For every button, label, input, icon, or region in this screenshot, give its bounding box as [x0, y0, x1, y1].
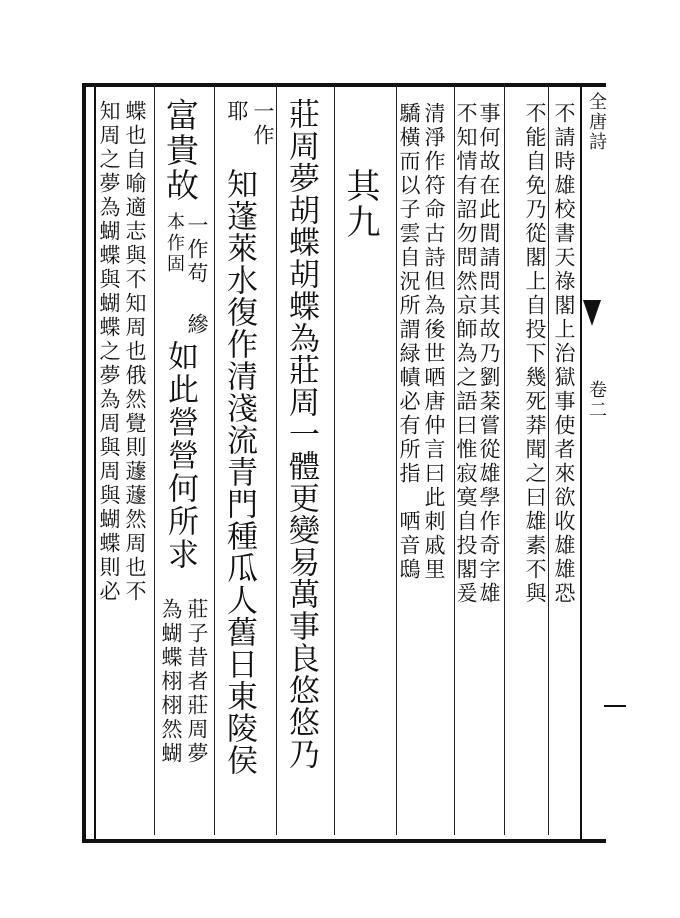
commentary-column-10: 知周之夢為蝴蝶與蝴蝶之夢為周與周與蝴蝶則必 — [97, 100, 121, 604]
margin-header: 全唐詩 — [586, 92, 607, 152]
commentary-column-6: 驕橫而以子雲自況所謂緑幘必有所指 哂音鴟 — [397, 102, 421, 582]
verse-column-3b: 如此營營何所求 — [162, 340, 198, 571]
commentary-column-4: 不知情有詔勿問然京師為之語曰惟寂寞自投閣爰 — [454, 102, 478, 606]
variant-note-2: 耶 — [225, 100, 249, 124]
column-rule — [334, 85, 335, 835]
commentary-column-3: 事何故在此間請問其故乃劉棻嘗從雄學作奇字雄 — [477, 102, 501, 606]
commentary-column-7: 莊子昔者莊周夢 — [185, 598, 209, 766]
commentary-column-9: 蝶也自喻適志與不知周也俄然覺則蘧蘧然周也不 — [123, 100, 147, 604]
poem-title: 其九 — [340, 168, 380, 240]
commentary-column-8: 為蝴蝶栩栩然蝴 — [159, 598, 183, 766]
variant-note-1: 一作 — [251, 100, 275, 148]
verse-column-3a: 富貴故 — [161, 98, 200, 203]
commentary-column-5: 清淨作符命古詩但為後世哂唐仲言曰此刺戚里 — [422, 102, 446, 582]
commentary-column-1: 不請時雄校書天祿閣上治獄事使者來欲收雄雄恐 — [552, 102, 576, 606]
variant-note-3: 一作苟 縿 — [185, 214, 209, 337]
column-rule — [504, 85, 505, 835]
margin-strip — [580, 83, 606, 839]
column-rule — [276, 85, 277, 835]
fish-tail-mark — [583, 300, 601, 326]
commentary-column-2: 不能自免乃從閣上自投下幾死莽聞之曰雄素不與 — [523, 102, 547, 606]
edge-rule — [604, 705, 626, 707]
column-rule — [214, 85, 215, 835]
volume-label: 卷二 — [586, 380, 607, 420]
frame-inner-rule — [94, 83, 96, 839]
column-rule — [154, 85, 155, 835]
column-rule — [548, 85, 549, 835]
verse-column-1: 莊周夢胡蝶胡蝶為莊周一體更變易萬事良悠悠乃 — [283, 98, 319, 770]
variant-note-4: 本作固 — [164, 212, 185, 275]
verse-column-2: 知蓬萊水復作清淺流青門種瓜人舊日東陵侯 — [221, 168, 257, 776]
